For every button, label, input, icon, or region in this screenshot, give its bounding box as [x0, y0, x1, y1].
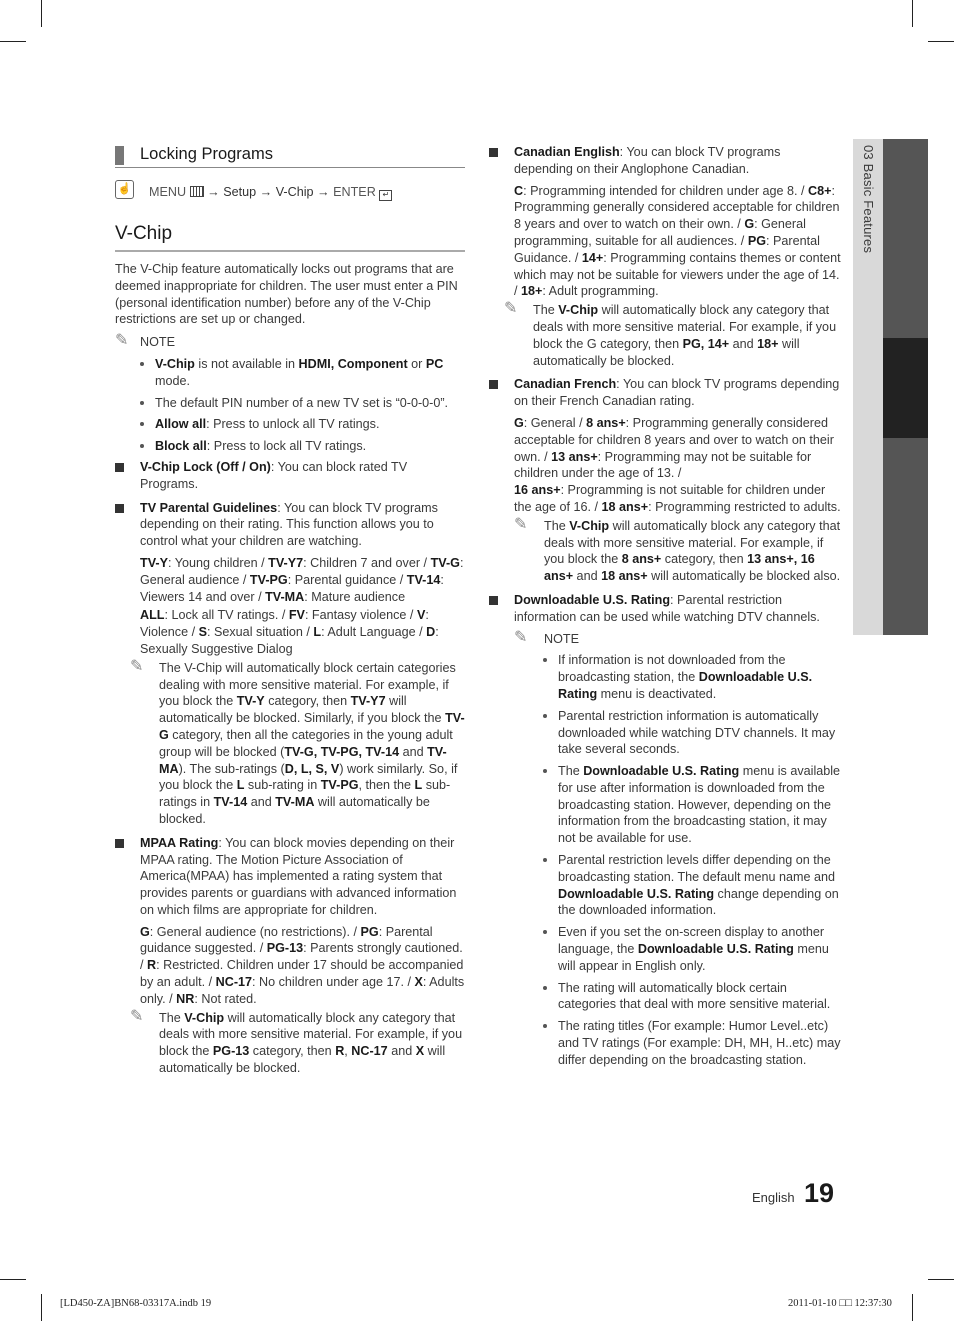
crop-mark [928, 41, 954, 42]
chapter-strip [883, 438, 928, 635]
canadian-french-note: ✎ The V-Chip will automatically block any category that deals with more sensitive material. For example, if you block the 8 ans+ category, then 13 ans+, 16 ans+ and 18 ans+ will automatically be blocked also. [514, 515, 841, 584]
section-title: Locking Programs [140, 145, 273, 163]
chapter-side-tab [853, 139, 883, 635]
note-item: Even if you set the on-screen display to another language, the Downloadable U.S. Rating menu will appear in English only. [543, 924, 841, 974]
vchip-intro: The V-Chip feature automatically locks out programs that are deemed inappropriate for children. The user must enter a PIN (personal identification number) before any of the V-Chip restrictions are set up or changed. [115, 262, 458, 327]
section-marker [115, 146, 124, 165]
bullet [543, 769, 547, 773]
pencil-icon: ✎ [504, 300, 518, 318]
crop-mark [912, 0, 913, 27]
right-column [489, 144, 841, 1069]
tv-subratings-list: ALL: Lock all TV ratings. / FV: Fantasy violence / V: Violence / S: Sexual situation / L: Adult Language / D: Sexually Suggestive Dialog [140, 608, 439, 656]
canadian-english-item: Canadian English: You can block TV programs depending on their Anglophone Canadian. [489, 144, 841, 178]
bullet [543, 858, 547, 862]
mpaa-rating-item: MPAA Rating: You can block movies depending on their MPAA rating. The Motion Picture Association of America(MPAA) has implemented a rating system that provides parents or guardians with advanced information on which films are appropriate for children. [115, 835, 465, 919]
page-language: English [752, 1190, 795, 1205]
pencil-icon: ✎ [514, 628, 528, 646]
chapter-strip-active [883, 338, 928, 438]
tv-parental-guidelines-item: TV Parental Guidelines: You can block TV programs depending on their rating. This function allows you to control what your children are watching. [115, 500, 465, 550]
pencil-icon: ✎ [115, 332, 129, 350]
note-item: V-Chip is not available in HDMI, Component or PC mode. [140, 356, 465, 390]
square-bullet [115, 463, 124, 472]
bullet [140, 401, 144, 405]
note-item: Block all: Press to lock all TV ratings. [140, 438, 465, 455]
note-item: Parental restriction information is automatically downloaded while watching DTV channels. It may take several seconds. [543, 708, 841, 758]
square-bullet [489, 596, 498, 605]
enter-key: ENTER [333, 185, 376, 199]
print-footer-left: [LD450-ZA]BN68-03317A.indb 19 [60, 1298, 212, 1309]
square-bullet [115, 839, 124, 848]
menu-path-row [115, 176, 465, 202]
note-label: NOTE [140, 335, 175, 350]
note-block [514, 628, 841, 648]
note-block [115, 334, 465, 351]
canadian-french-ratings: G: General / 8 ans+: Programming generally considered acceptable for children 8 years and over to watch on their own. / 13 ans+: Programming may not be suitable for children under the age of 13. / 16 ans+: Programming is not suitable for children under the age of 16. / 18 ans+: Programming restricted to adults. [514, 415, 841, 514]
section-header [115, 143, 465, 168]
downloadable-rating-item: Downloadable U.S. Rating: Parental restriction information can be used while watching DTV channels. [489, 592, 841, 626]
chapter-tab-label: 03 Basic Features [861, 145, 876, 254]
crop-mark [0, 41, 26, 42]
mpaa-ratings-list: G: General audience (no restrictions). / PG: Parental guidance suggested. / PG-13: Parents strongly cautioned. / R: Restricted. Children under 17 should be accompanied by an adult. / NC-17: No children under age 17. / X: Adults only. / NR: Not rated. [140, 924, 465, 1006]
enter-icon: ↵ [379, 190, 392, 201]
hand-pointer-icon: ☝ [115, 180, 134, 199]
crop-mark [912, 1294, 913, 1321]
bullet [543, 714, 547, 718]
tv-ratings-note: ✎ The V-Chip will automatically block certain categories dealing with more sensitive material. For example, if you block the TV-Y category, then TV-Y7 will automatically be blocked. Similarly, if you block the TV-G category, then all the categories in the young adult group will be blocked (TV-G, TV-PG, TV-14 and TV-MA). The sub-ratings (D, L, S, V) work similarly. So, if you block the L sub-rating in TV-PG, then the L sub-ratings in TV-14 and TV-MA will automatically be blocked. [130, 657, 465, 826]
note-item: Parental restriction levels differ depending on the broadcasting station. The default menu name and Downloadable U.S. Rating change depending on the downloaded information. [543, 852, 841, 919]
bullet [140, 362, 144, 366]
bullet [543, 658, 547, 662]
bullet [140, 444, 144, 448]
square-bullet [115, 504, 124, 513]
vchip-lock-item: V-Chip Lock (Off / On): You can block rated TV Programs. [115, 459, 465, 493]
bullet [543, 986, 547, 990]
note-item: The Downloadable U.S. Rating menu is available for use after information is downloaded from the broadcasting station. However, depending on the information from the broadcasting station, it may not be available for use. [543, 763, 841, 847]
bullet [543, 1024, 547, 1028]
note-item: If information is not downloaded from the broadcasting station, the Downloadable U.S. Rating menu is deactivated. [543, 652, 841, 702]
page-number: 19 [804, 1178, 835, 1208]
bullet [543, 930, 547, 934]
canadian-english-ratings: C: Programming intended for children under age 8. / C8+: Programming generally considered acceptable for children 8 years and over to watch on their own. / G: General programming, suitable for all audiences. / PG: Parental Guidance. / 14+: Programming contains themes or content which may not be suitable for viewers under the age of 14. / 18+: Adult programming. [514, 183, 841, 299]
pencil-icon: ✎ [130, 1007, 144, 1025]
note-item: The default PIN number of a new TV set is “0-0-0-0”. [140, 395, 465, 412]
note-item: The rating titles (For example: Humor Level..etc) and TV ratings (For example: DH, MH, H..etc) may differ depending on the broadcasting station. [543, 1018, 841, 1068]
square-bullet [489, 148, 498, 157]
left-column [115, 143, 465, 1077]
crop-mark [0, 1279, 26, 1280]
bullet [140, 422, 144, 426]
note-item: The rating will automatically block certain categories that deal with more sensitive material. [543, 980, 841, 1014]
menu-grid-icon [190, 186, 204, 197]
square-bullet [489, 380, 498, 389]
canadian-english-note: ✎ The V-Chip will automatically block any category that deals with more sensitive material. For example, if you block the G category, then PG, 14+ and 18+ will automatically be blocked. [504, 300, 837, 368]
crop-mark [928, 1279, 954, 1280]
vchip-heading: V-Chip [115, 222, 465, 252]
note-label: NOTE [544, 631, 579, 646]
tv-ratings-list: TV-Y: Young children / TV-Y7: Children 7 and over / TV-G: General audience / TV-PG: Parental guidance / TV-14: Viewers 14 and over / TV-MA: Mature audience [140, 555, 464, 604]
canadian-french-item: Canadian French: You can block TV programs depending on their French Canadian rating. [489, 376, 841, 410]
menu-key: MENU [149, 185, 187, 199]
pencil-icon: ✎ [514, 515, 528, 533]
print-footer-right: 2011-01-10 □□ 12:37:30 [788, 1298, 892, 1309]
chapter-strip [883, 139, 928, 338]
crop-mark [41, 0, 42, 27]
note-item: Allow all: Press to unlock all TV ratings. [140, 416, 465, 433]
pencil-icon: ✎ [130, 657, 144, 675]
menu-path: MENU → Setup → V-Chip → ENTER ↵ [149, 184, 392, 201]
crop-mark [41, 1294, 42, 1321]
mpaa-note: ✎ The V-Chip will automatically block any category that deals with more sensitive material. For example, if you block the PG-13 category, then R, NC-17 and X will automatically be blocked. [130, 1007, 463, 1076]
